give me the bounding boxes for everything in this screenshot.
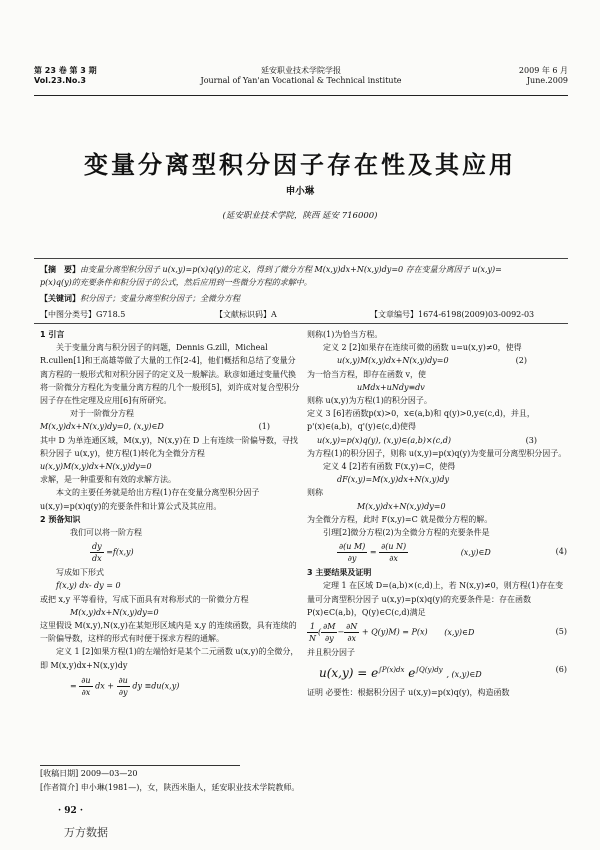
lemma: 引理[2]微分方程(2)为全微分方程的充要条件是: [323, 528, 490, 538]
article-number: 【文章编号】1674-6198(2009)03-0092-03: [370, 310, 535, 319]
text-line: 则称(1)为恰当方程。: [307, 330, 383, 339]
eq-part: + Q(y)M) = P(x): [361, 627, 428, 637]
definition-1: 定义 1 [2]如果方程(1)的左端恰好是某个二元函数 u(x,y)的全微分，即 M(x,y)dx+N(x,y)dy: [40, 647, 299, 670]
right-column: [307, 328, 567, 699]
fraction-numerator: ∂(u N): [381, 542, 407, 552]
text-line: 对于一阶微分方程: [70, 409, 134, 419]
eq-part: =: [70, 681, 77, 691]
keywords: [40, 292, 564, 305]
section-1-heading: 1 引言: [40, 330, 65, 339]
volume-issue-en: Vol.23.No.3: [34, 76, 86, 85]
fraction-1-over-N: [307, 621, 318, 644]
database-watermark: 万方数据: [64, 826, 108, 839]
equation-6-number: (6): [555, 665, 567, 675]
equation-rhs: =f(x,y): [106, 547, 134, 557]
text-paragraph: 这里假设 M(x,y),N(x,y)在某矩形区域内是 x,y 的连续函数，具有连续的一阶偏导数，这样的形式有时便于探求方程的通解。: [40, 621, 297, 644]
text-line: 则称: [307, 488, 323, 498]
fraction-denominator: ∂x: [81, 687, 91, 697]
fraction-denominator: ∂y: [324, 634, 334, 644]
issue-date-en: June.2009: [526, 76, 568, 85]
section-2-heading: 2 预备知识: [40, 514, 81, 524]
running-header: [34, 66, 568, 94]
text-paragraph: 本文的主要任务就是给出方程(1)存在变量分离型积分因子 u(x,y)=p(x)q(y)的充要条件和计算公式及其应用。: [40, 488, 260, 511]
fraction-du-dy: [117, 675, 130, 698]
eq-part: dy ≡du(x,y): [132, 681, 180, 691]
equation-4-condition: (x,y)∈D: [460, 547, 491, 557]
issue-date: [519, 66, 568, 86]
equation-6: [307, 661, 567, 684]
equation-5-condition: (x,y)∈D: [444, 627, 475, 637]
intro-paragraph: 关于变量分离与积分因子的问题，Dennis G.zill，Micheal R.cullen[1]和王高雄等做了大量的工作[2-4]，他们概括和总结了变量分离方程的一般形式和对积分因子的定义及一般解法。耿彦如通过变量代换将一阶微分方程化为变量分离方程的几个一般形[5]，刘许成对复合型积分因子存在性定理及应用[6]有所研究。: [40, 343, 300, 406]
clc-number: 【中图分类号】G718.5: [40, 310, 126, 319]
section-3-heading: 3 主要结果及证明: [307, 568, 372, 578]
definition-4: 定义 4 [2]若有函数 F(x,y)=C，使得: [323, 462, 456, 472]
volume-issue: [34, 66, 97, 86]
volume-issue-cn: 第 23 卷 第 3 期: [34, 66, 97, 75]
fraction-dN-dx: [344, 621, 359, 644]
proof-start: 证明 必要性：根据积分因子 u(x,y)=p(x)q(y)，构造函数: [307, 688, 510, 698]
abstract: [40, 263, 564, 289]
eq-part: u(x,y) = e: [319, 666, 379, 681]
received-date: [收稿日期] 2009—03—20: [40, 769, 138, 778]
eq-part: =: [369, 547, 377, 557]
equation-dv: uMdx+uNdy≡dv: [357, 382, 425, 392]
equation-exact: u(x,y)M(x,y)dx+N(x,y)dy=0: [40, 462, 152, 472]
exponent-px: ∫P(x)dx: [378, 666, 405, 675]
fraction-numerator: 1: [307, 621, 318, 633]
text-line: 或把 x,y 平等看待，写成下面具有对称形式的一阶微分方程: [40, 594, 249, 604]
equation-3-number: (3): [525, 435, 537, 445]
text-line: 则称 u(x,y)为方程(1)的积分因子。: [307, 396, 432, 406]
fraction-dM-dy: [321, 621, 337, 644]
equation-total: M(x,y)dx+N(x,y)dy=0: [357, 501, 446, 511]
fraction-duM: [337, 541, 367, 564]
equation-5-number: (5): [555, 627, 567, 637]
fraction-numerator: ∂(u M): [339, 542, 366, 552]
issue-date-cn: 2009 年 6 月: [518, 66, 568, 75]
text-line: 求解，是一种重要和有效的求解方法。: [40, 475, 176, 485]
equation-1-number: (1): [258, 422, 270, 432]
equation-2: [307, 354, 567, 367]
author-bio: [作者简介] 申小琳(1981—)，女，陕西米脂人，延安职业技术学院教师。: [40, 783, 300, 792]
equation-1-body: M(x,y)dx+N(x,y)dy=0, (x,y)∈D: [40, 422, 164, 432]
journal-name-cn: 延安职业技术学院学报: [261, 66, 341, 75]
equation-dydx: [40, 541, 300, 564]
fraction-dydx: [90, 541, 104, 564]
keywords-label: 【关键词】: [40, 293, 80, 303]
journal-name-en: Journal of Yan'an Vocational & Technical institute: [200, 76, 402, 85]
text-line: 我们可以将一阶方程: [70, 528, 142, 538]
equation-3-body: u(x,y)=p(x)q(y), (x,y)∈(a,b)×(c,d): [317, 435, 452, 445]
eq-part: e: [408, 666, 416, 681]
left-column: [40, 328, 300, 698]
text-paragraph: 其中 D 为单连通区域，M(x,y)，N(x,y)在 D 上有连续一阶偏导数，寻找积分因子 u(x,y)，使方程(1)转化为全微分方程: [40, 435, 298, 458]
abstract-top-rule: [34, 258, 568, 259]
theorem-1: 定理 1 在区域 D=(a,b)×(c,d)上，若 N(x,y)≠0，则方程(1)存在变量可分离型积分因子 u(x,y)=p(x)q(y)的充要条件是：存在函数 P(x)∈C(a,b)，Q(y)∈C(c,d)满足: [307, 581, 564, 617]
fraction-numerator: ∂u: [118, 675, 128, 685]
fraction-numerator: ∂N: [346, 622, 358, 632]
fraction-denominator: dx: [92, 554, 102, 564]
abstract-text-2: p(x)q(y)的充要条件和积分因子的公式，然后应用到一些微分方程的求解中。: [40, 278, 312, 287]
paper-title: 变量分离型积分因子存在性及其应用: [84, 151, 516, 179]
equation-dF: dF(x,y)=M(x,y)dx+N(x,y)dy: [337, 475, 449, 485]
eq-part: dx +: [95, 681, 114, 691]
equation-4-number: (4): [555, 547, 567, 557]
fraction-numerator: ∂u: [81, 675, 91, 685]
equation-total-differential: [40, 675, 300, 698]
definition-3: 定义 3 [6]若函数p(x)>0，x∈(a,b)和 q(y)>0,y∈(c,d)，并且，p'(x)∈(a,b)，q'(y)∈(c,d)使得: [307, 409, 535, 432]
equation-2-body: u(x,y)M(x,y)dx+N(x,y)dy=0: [337, 356, 449, 366]
definition-2: 定义 2 [2]如果存在连续可微的函数 u=u(x,y)≠0，使得: [323, 343, 522, 353]
fraction-numerator: ∂M: [323, 622, 336, 632]
equation-3: [307, 434, 567, 447]
text-paragraph: 为方程(1)的积分因子，则称 u(x,y)=p(x)q(y)为变量可分离型积分因子。: [307, 448, 567, 458]
footnote-rule: [40, 765, 240, 766]
fraction-denominator: ∂y: [118, 687, 128, 697]
header-rule: [34, 95, 568, 96]
text-line: 为一恰当方程，即存在函数 v，使: [307, 369, 427, 379]
fraction-denominator: ∂x: [347, 634, 357, 644]
equation-4: [307, 541, 567, 564]
fraction-denominator: ∂y: [347, 554, 357, 564]
abstract-label: 【摘 要】: [40, 264, 80, 274]
abstract-bottom-rule: [34, 323, 568, 324]
keywords-text: 积分因子；变量分离型积分因子；全微分方程: [80, 294, 240, 303]
fraction-numerator: dy: [92, 542, 102, 552]
equation-symmetric: M(x,y)dx+N(x,y)dy=0: [70, 607, 159, 617]
equation-6-condition: , (x,y)∈D: [446, 670, 482, 680]
abstract-text-1: 由变量分离型积分因子 u(x,y)=p(x)q(y)的定义，得到了微分方程 M(x,y)dx+N(x,y)dy=0 存在变量分离因子 u(x,y)=: [80, 265, 502, 274]
fraction-duN: [379, 541, 408, 564]
equation-2-number: (2): [515, 356, 527, 366]
document-code: 【文献标识码】A: [215, 310, 277, 319]
affiliation: (延安职业技术学院，陕西 延安 716000): [222, 211, 378, 221]
equation-5: $\frac{1}{N}$ ( $\frac{\partial M}{\partial y}$ − $\frac{\partial N}{\partial x}$ + Q(y)M) = P(x) (x,y)∈D (5): [309, 622, 567, 644]
journal-name: [174, 66, 428, 86]
text-line: 并且积分因子: [307, 648, 355, 658]
page-number: · 92 ·: [58, 806, 84, 816]
fraction-denominator: N: [309, 634, 316, 644]
text-line: 为全微分方程，此时 F(x,y)=C 就是微分方程的解。: [307, 514, 493, 524]
equation-fxy: f(x,y) dx- dy = 0: [56, 581, 121, 591]
exponent-qy: ∫Q(y)dy: [415, 666, 443, 675]
author-name: 申小琳: [285, 186, 315, 197]
text-line: 写成如下形式: [56, 568, 104, 578]
fraction-du-dx: [79, 675, 92, 698]
fraction-denominator: ∂x: [389, 554, 398, 564]
equation-1: [40, 420, 300, 433]
